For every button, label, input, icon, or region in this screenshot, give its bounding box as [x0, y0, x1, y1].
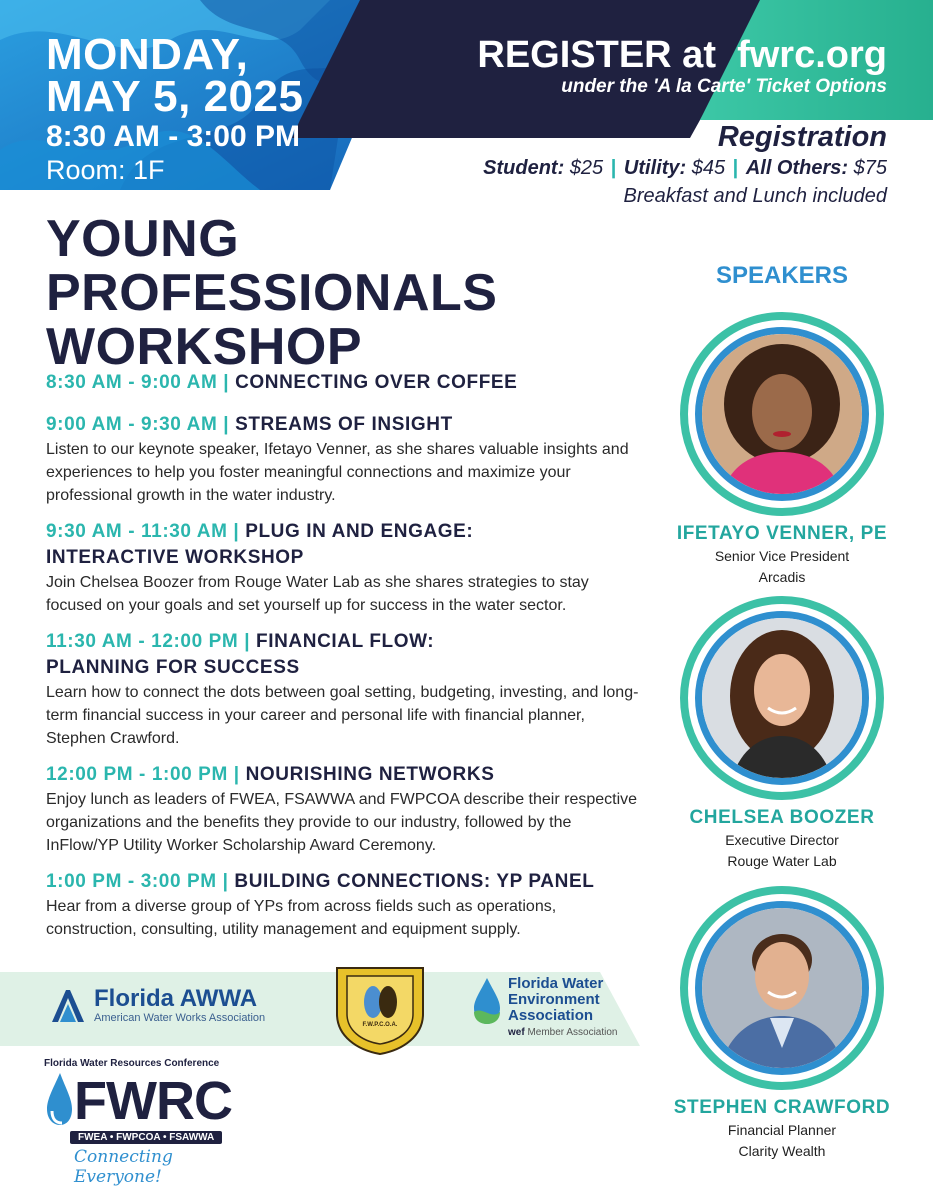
speaker-photo-boozer: [702, 618, 862, 778]
speakers-heading: SPEAKERS: [715, 262, 849, 289]
session-heading: [46, 762, 646, 788]
session-heading: [46, 629, 646, 655]
register-link[interactable]: REGISTER at fwrc.org: [477, 34, 887, 76]
speaker-photo-frame: [680, 886, 884, 1090]
wef-mark: wef: [508, 1027, 525, 1038]
price-student: $25: [569, 157, 604, 179]
session-description: Join Chelsea Boozer from Rouge Water Lab as she shares strategies to stay focused on your goals and set yourself up for success in the water sector.: [46, 574, 589, 614]
registration-info: [483, 120, 887, 210]
speaker-photo-venner: [702, 334, 862, 494]
session-time: 9:00 AM - 9:30 AM |: [46, 414, 230, 435]
session-time: 12:00 PM - 1:00 PM |: [46, 764, 240, 785]
speaker-role: Senior Vice President: [714, 548, 850, 564]
awwa-name-part2: AWWA: [179, 985, 258, 1012]
schedule: [46, 370, 646, 953]
session-item: [46, 762, 646, 857]
price-separator: |: [610, 157, 617, 179]
fwrc-logo: [44, 1058, 244, 1187]
price-utility: $45: [691, 157, 726, 179]
fwea-member-line: [508, 1027, 638, 1038]
fwpcoa-seal: [333, 964, 427, 1061]
florida-awwa-logo: [48, 986, 265, 1025]
session-title: PLUG IN AND ENGAGE:: [245, 521, 474, 542]
session-item: [46, 869, 646, 941]
speaker-photo-frame: [680, 312, 884, 516]
price-label-utility: Utility:: [623, 157, 687, 179]
session-title: CONNECTING OVER COFFEE: [235, 372, 518, 393]
fwpcoa-seal-text: F.W.P.C.O.A.: [362, 1022, 398, 1028]
speaker-name: IFETAYO VENNER, PE: [676, 523, 888, 544]
session-description: Listen to our keynote speaker, Ifetayo Venner, as she shares valuable insights and experiences to help you foster meaningful connections and maximize your professional growth in the water industry.: [46, 441, 629, 504]
session-item: [46, 370, 646, 396]
session-item: [46, 412, 646, 507]
fwea-name: Florida Water Environment Association: [508, 975, 604, 1024]
session-subtitle: PLANNING FOR SUCCESS: [46, 657, 300, 678]
price-line: [483, 154, 887, 182]
session-time: 1:00 PM - 3:00 PM |: [46, 871, 229, 892]
speaker-role: Executive Director: [725, 832, 839, 848]
fwrc-wordmark: FWRC: [74, 1071, 232, 1131]
session-description: Hear from a diverse group of YPs from across fields such as operations, construction, consulting, utility management and equipment supply.: [46, 898, 557, 938]
register-ticket-note: under the 'A la Carte' Ticket Options: [561, 76, 887, 97]
event-date-line2: MAY 5, 2025: [46, 72, 304, 121]
price-label-student: Student:: [483, 157, 565, 179]
fwpcoa-seal-icon: [333, 964, 427, 1056]
speaker-name: CHELSEA BOOZER: [689, 807, 875, 828]
awwa-name-part1: Florida: [94, 985, 175, 1012]
awwa-logo-icon: [48, 988, 88, 1024]
event-time: 8:30 AM - 3:00 PM: [46, 120, 300, 153]
workshop-title-line1: YOUNG: [46, 210, 240, 268]
session-title: BUILDING CONNECTIONS: YP PANEL: [234, 871, 595, 892]
fwrc-mark: [44, 1071, 244, 1131]
session-time: 11:30 AM - 12:00 PM |: [46, 631, 251, 652]
registration-title: Registration: [717, 121, 887, 153]
speaker-photo-frame: [680, 596, 884, 800]
session-description: Enjoy lunch as leaders of FWEA, FSAWWA and FWPCOA describe their respective organizations and the benefits they provide to our industry, followed by the InFlow/YP Utility Worker Scholarship Award Ceremony.: [46, 791, 638, 854]
speaker-card: [672, 596, 892, 872]
awwa-subtitle: American Water Works Association: [94, 1012, 266, 1024]
session-title: FINANCIAL FLOW:: [256, 631, 435, 652]
register-block: [477, 34, 887, 98]
session-title: NOURISHING NETWORKS: [245, 764, 495, 785]
event-room: Room: 1F: [46, 155, 165, 185]
price-separator: |: [732, 157, 739, 179]
water-drop-icon: [44, 1071, 74, 1127]
fwea-member-text: Member Association: [527, 1027, 618, 1038]
session-title: STREAMS OF INSIGHT: [235, 414, 453, 435]
speaker-org: Rouge Water Lab: [727, 853, 837, 869]
fwrc-orgs: FWEA • FWPCOA • FSAWWA: [70, 1131, 222, 1144]
price-label-others: All Others:: [745, 157, 849, 179]
event-date-line1: MONDAY,: [46, 30, 249, 79]
event-date-block: [46, 30, 304, 186]
session-heading: [46, 519, 646, 545]
price-others: $75: [853, 157, 887, 179]
session-item: [46, 629, 646, 750]
session-description: Learn how to connect the dots between goal setting, budgeting, investing, and long-term financial success in your career and personal life with financial planner, Stephen Crawford.: [46, 684, 639, 747]
speaker-org: Arcadis: [758, 569, 806, 585]
workshop-title-line3: WORKSHOP: [46, 318, 362, 376]
speaker-role: Financial Planner: [727, 1122, 837, 1138]
fwrc-tagline: Connecting Everyone!: [74, 1147, 173, 1187]
session-time: 8:30 AM - 9:00 AM |: [46, 372, 230, 393]
meals-note: Breakfast and Lunch included: [623, 185, 887, 207]
session-time: 9:30 AM - 11:30 AM |: [46, 521, 240, 542]
fwrc-conference-name: Florida Water Resources Conference: [44, 1058, 220, 1069]
speaker-card: [672, 312, 892, 588]
session-item: [46, 519, 646, 617]
session-heading: [46, 869, 646, 895]
workshop-title: [46, 212, 497, 374]
workshop-title-line2: PROFESSIONALS: [46, 264, 498, 322]
session-heading: [46, 412, 646, 438]
speaker-org: Clarity Wealth: [738, 1143, 826, 1159]
fwea-drop-icon: [470, 976, 504, 1026]
session-subtitle: INTERACTIVE WORKSHOP: [46, 547, 304, 568]
speaker-card: [672, 886, 892, 1162]
speaker-photo-crawford: [702, 908, 862, 1068]
session-heading: [46, 370, 646, 396]
fwea-logo: [470, 976, 638, 1038]
speaker-name: STEPHEN CRAWFORD: [673, 1097, 891, 1118]
